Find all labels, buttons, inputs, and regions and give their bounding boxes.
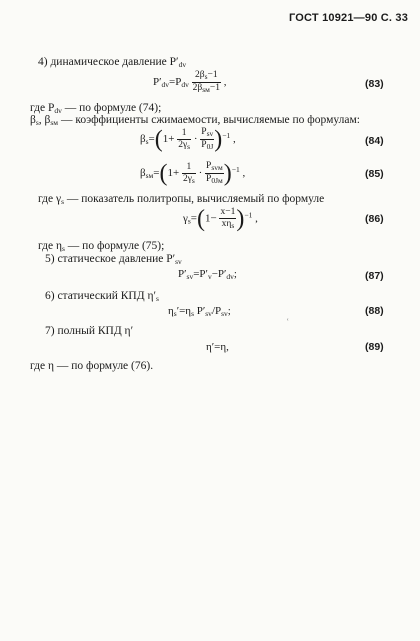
eq83-fraction: $\frac{2\beta_s-1}{2\beta_{sм}-1}$	[192, 70, 220, 94]
scan-mark: ʿ	[286, 318, 290, 329]
item-7-text: 7) полный КПД η′	[45, 325, 134, 337]
gamma-description: где $\gamma_s$ — показатель политропы, вычисляемый по формуле	[38, 193, 325, 206]
equation-number-85: (85)	[365, 168, 384, 180]
equation-number-84: (84)	[365, 135, 384, 147]
where-eta-last: где η — по формуле (76).	[30, 360, 154, 372]
where-pdv-text: где $P_{dv}$ — по формуле (74);	[30, 102, 162, 115]
item-5-text: 5) статическое давление $P'_{sv}$	[45, 253, 182, 266]
equation-87: $P'_{sv}=P'_v-P'_{dv}$;	[178, 268, 237, 281]
equation-number-83: (83)	[365, 78, 384, 90]
item-4-text: 4) динамическое давление $P'_{dv}$	[38, 56, 187, 69]
equation-83: $P'_{dv}=P_{dv}$ $\frac{2\beta_s-1}{2\beta_{sм}-1}$ ,	[153, 70, 227, 94]
page-header: ГОСТ 10921—90 С. 33	[289, 12, 409, 24]
item-6-text: 6) статический КПД $\eta'_s$	[45, 290, 159, 303]
equation-number-89: (89)	[365, 341, 384, 353]
equation-number-88: (88)	[365, 305, 384, 317]
equation-89: η′=η,	[206, 341, 229, 353]
beta-description: $\beta_s$, $\beta_{sм}$ — коэффициенты сжимаемости, вычисляемые по формулам:	[30, 114, 360, 127]
equation-85: $\beta_{sм}=(1+$ $\frac{1}{2\gamma_s}$ · $\frac{P_{svм}}{P_{0Jм}}$ )$^{-1}$ ,	[140, 160, 246, 187]
equation-number-86: (86)	[365, 213, 384, 225]
equation-88: $\eta_s'=\eta_s$ $P'_{sv}/P_{sv}$;	[168, 305, 231, 318]
equation-number-87: (87)	[365, 270, 384, 282]
equation-86: $\gamma_s=(1-$ $\frac{x-1}{x\eta_s}$ )$^{-1}$ ,	[183, 206, 258, 232]
eta-description: где $\eta_s$ — по формуле (75);	[38, 240, 165, 253]
equation-84: $\beta_s=(1+$ $\frac{1}{2\gamma_s}$ · $\frac{P_{sv}}{P_{0J}}$ )$^{-1}$ ,	[140, 126, 236, 153]
